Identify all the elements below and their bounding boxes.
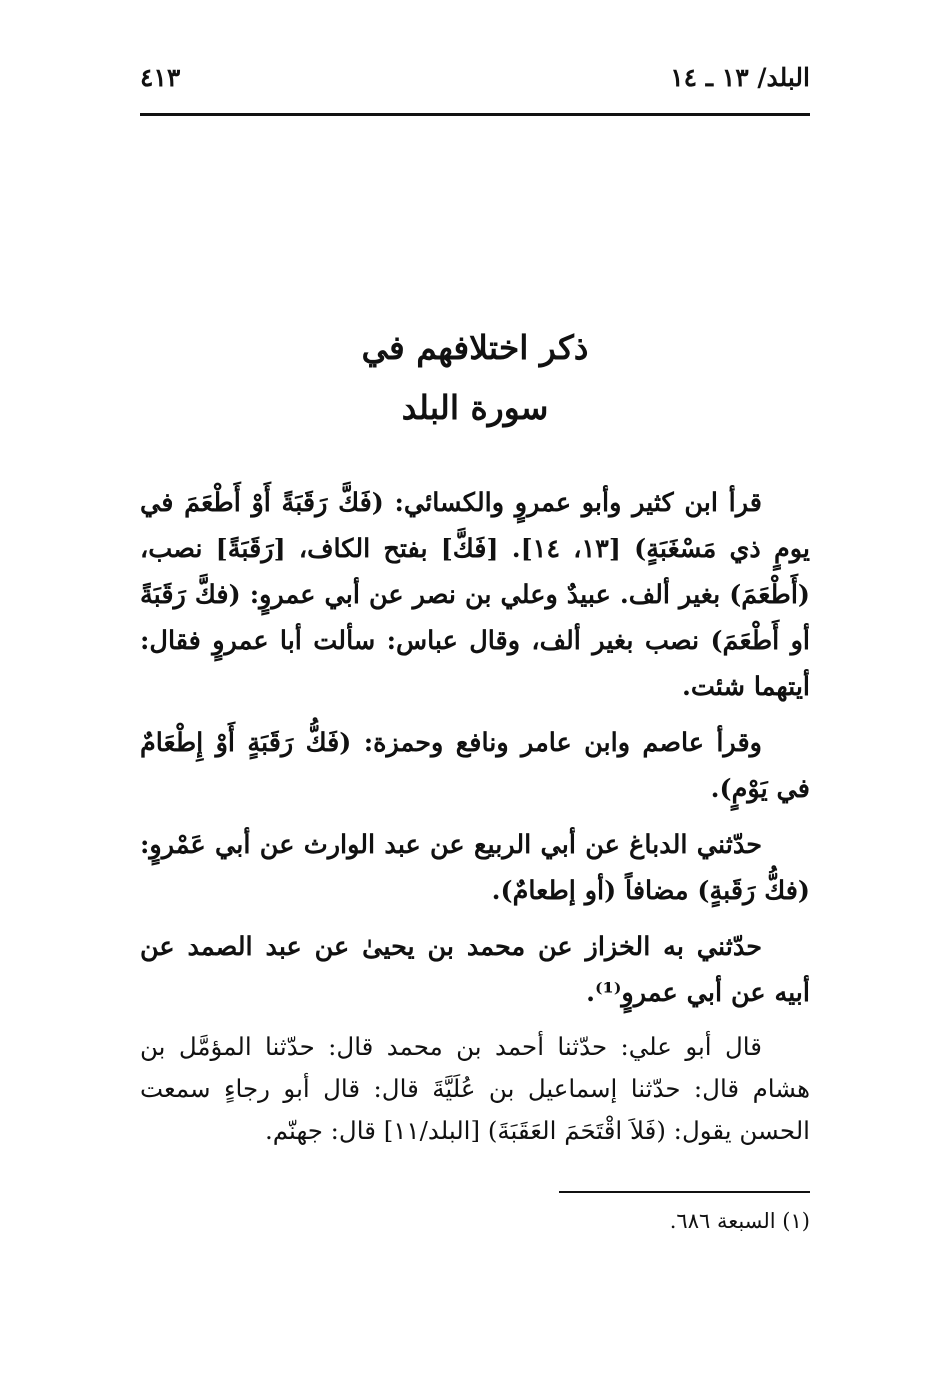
paragraph-narration-2: حدّثني به الخزاز عن محمد بن يحيىٰ عن عبد الصمد عن أبيه عن أبي عمروٍ⁽¹⁾. [140, 932, 810, 1008]
page-number: ٤١٣ [140, 63, 181, 92]
header-rule [140, 113, 810, 116]
paragraph-readings-2: وقرأ عاصم وابن عامر ونافع وحمزة: (فَكُّ رَقَبَةٍ أَوْ إِطْعَامٌ في يَوْمٍ). [140, 728, 810, 804]
footnote-rule [559, 1191, 810, 1193]
footnote: (١) السبعة ٦٨٦. [669, 1209, 810, 1233]
paragraph-readings-1: قرأ ابن كثير وأبو عمروٍ والكسائي: (فَكَّ رَقَبَةً أَوْ أَطْعَمَ في يومٍ ذي مَسْغَبَةٍ) [١٣، ١٤]. [فَكَّ] بفتح الكاف، [رَقَبَةً] نصب، (أَطْعَمَ) بغير ألف. عبيدٌ وعلي بن نصر عن أبي عمروٍ: (فكَّ رَقَبَةً أو أَطْعَمَ) نصب بغير ألف، وقال عباس: سألت أبا عمروٍ فقال: أيتهما شئت. [140, 488, 811, 702]
body-text [140, 480, 810, 1152]
paragraph-narration-1: حدّثني الدباغ عن أبي الربيع عن عبد الوارث عن أبي عَمْروٍ: (فكُّ رَقَبةٍ) مضافاً (أو إطعامٌ). [140, 830, 810, 906]
running-header [140, 58, 810, 98]
chapter-heading-line-2: سورة البلد [401, 388, 549, 427]
running-title: البلد/ ١٣ ـ ١٤ [670, 63, 810, 92]
paragraph-commentary: قال أبو علي: حدّثنا أحمد بن محمد قال: حدّثنا المؤمَّل بن هشام قال: حدّثنا إسماعيل بن عُلَيَّةَ قال: قال أبو رجاءٍ سمعت الحسن يقول: (فَلاَ اقْتَحَمَ العَقَبَةَ) [البلد/١١] قال: جهنّم. [140, 1032, 810, 1145]
chapter-heading-line-1: ذكر اختلافهم في [361, 328, 589, 367]
